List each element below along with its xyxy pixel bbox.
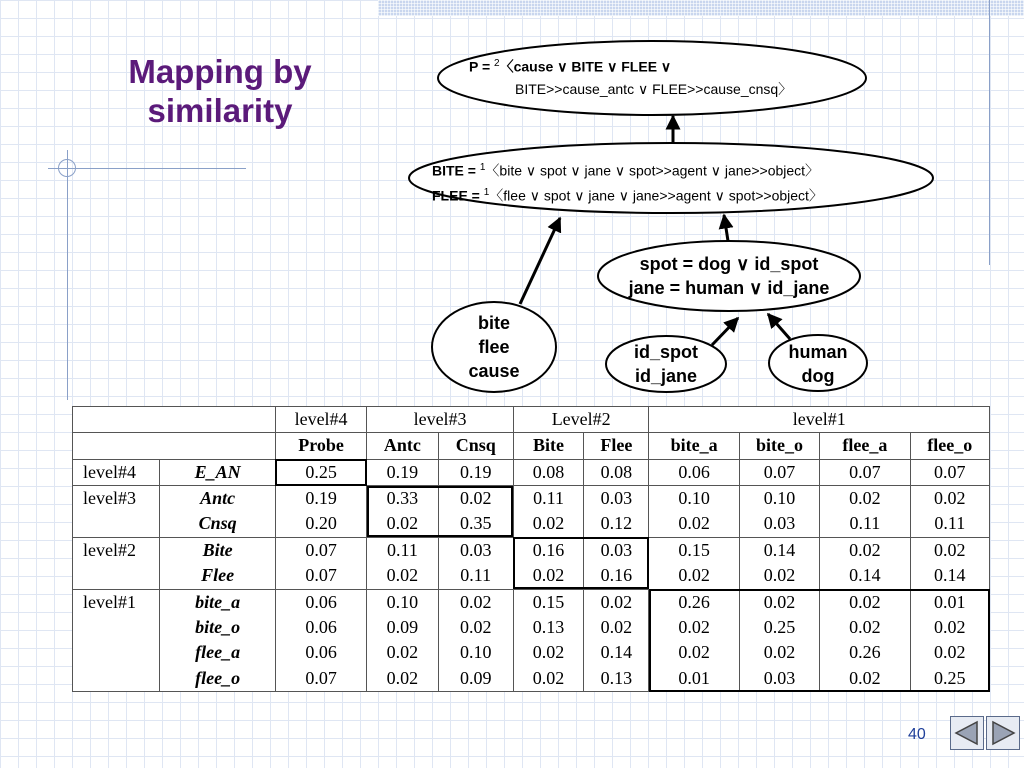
- value-cell: 0.02: [649, 563, 739, 589]
- bite-body: 〈bite ∨ spot ∨ jane ∨ spot>>agent ∨ jane>>object〉: [485, 162, 820, 179]
- value-cell: 0.02: [367, 666, 438, 692]
- value-cell: 0.03: [584, 537, 649, 563]
- value-cell: 0.02: [367, 511, 438, 537]
- value-cell: 0.11: [438, 563, 513, 589]
- value-cell: 0.02: [910, 486, 989, 512]
- value-cell: 0.26: [820, 640, 910, 665]
- arrow-spot-jane-to-bite-flee: [724, 215, 728, 241]
- col-header: flee_o: [910, 433, 989, 459]
- row-level-label: [73, 666, 160, 692]
- value-cell: 0.09: [367, 615, 438, 640]
- value-cell: 0.11: [910, 511, 989, 537]
- table-row: [73, 511, 990, 537]
- value-cell: 0.33: [367, 486, 438, 512]
- value-cell: 0.10: [438, 640, 513, 665]
- p-node-body: 〈cause ∨ BITE ∨ FLEE ∨: [499, 58, 672, 75]
- p-node-line-2: BITE>>cause_antc ∨ FLEE>>cause_cnsq〉: [515, 80, 793, 97]
- flee-body: 〈flee ∨ spot ∨ jane ∨ jane>>agent ∨ spot>>object〉: [489, 187, 823, 204]
- dog-label: dog: [801, 366, 835, 386]
- col-header: Probe: [275, 433, 366, 459]
- row-label: Flee: [160, 563, 276, 589]
- value-cell: 0.06: [275, 615, 366, 640]
- col-header: Flee: [584, 433, 649, 459]
- arrow-human-dog-to-spot-jane: [768, 314, 790, 339]
- spot-jane-node-text: [600, 252, 858, 300]
- title-line-2: similarity: [147, 92, 293, 129]
- highlight-box: [275, 459, 366, 485]
- id-spot: id_spot: [633, 342, 698, 362]
- value-cell: 0.01: [910, 589, 989, 615]
- row-label: Antc: [160, 486, 276, 512]
- corner-cell: [73, 407, 276, 433]
- level4-header: level#4: [275, 407, 366, 433]
- col-header: Antc: [367, 433, 438, 459]
- flee-formula-line: [432, 182, 823, 207]
- value-cell: 0.15: [649, 537, 739, 563]
- bite-prefix: BITE =: [432, 162, 480, 179]
- value-cell: 0.07: [739, 459, 819, 485]
- prev-arrow-icon: [951, 717, 983, 749]
- value-cell: 0.02: [820, 666, 910, 692]
- row-label: flee_a: [160, 640, 276, 665]
- table-row: [73, 459, 990, 485]
- id-node-text: [614, 340, 718, 388]
- arrow-primitives-to-bite-flee: [520, 218, 560, 304]
- value-cell: 0.02: [649, 615, 739, 640]
- value-cell: 0.02: [513, 666, 583, 692]
- col-header: Cnsq: [438, 433, 513, 459]
- page-number: 40: [908, 726, 926, 743]
- col-header: flee_a: [820, 433, 910, 459]
- row-level-label: level#2: [73, 537, 160, 563]
- highlight-box: [649, 589, 990, 691]
- human-label: human: [788, 342, 848, 362]
- value-cell: 0.11: [513, 486, 583, 512]
- corner-cell-2: [73, 433, 276, 459]
- value-cell: 0.02: [513, 511, 583, 537]
- level-header-row: [73, 407, 990, 433]
- human-dog-node-text: [778, 340, 858, 388]
- value-cell: 0.13: [513, 615, 583, 640]
- value-cell: 0.16: [584, 563, 649, 589]
- value-cell: 0.03: [739, 666, 819, 692]
- value-cell: 0.02: [513, 563, 583, 589]
- level2-header: Level#2: [513, 407, 649, 433]
- primitive-node-text: [444, 311, 544, 383]
- value-cell: 0.14: [910, 563, 989, 589]
- value-cell: 0.02: [820, 589, 910, 615]
- value-cell: 0.35: [438, 511, 513, 537]
- value-cell: 0.10: [739, 486, 819, 512]
- value-cell: 0.25: [910, 666, 989, 692]
- title-line-1: Mapping by: [128, 53, 312, 90]
- value-cell: 0.19: [275, 486, 366, 512]
- col-header: bite_a: [649, 433, 739, 459]
- bite-formula-line: [432, 157, 823, 182]
- value-cell: 0.02: [584, 589, 649, 615]
- value-cell: 0.03: [584, 486, 649, 512]
- p-node-line-1: [469, 53, 792, 78]
- value-cell: 0.10: [649, 486, 739, 512]
- value-cell: 0.16: [513, 537, 583, 563]
- value-cell: 0.02: [367, 563, 438, 589]
- next-slide-button[interactable]: [986, 716, 1020, 750]
- value-cell: 0.19: [367, 459, 438, 485]
- value-cell: 0.10: [367, 589, 438, 615]
- flee-prefix: FLEE =: [432, 187, 484, 204]
- value-cell: 0.11: [367, 537, 438, 563]
- value-cell: 0.14: [584, 640, 649, 665]
- spot-line: spot = dog ∨ id_spot: [639, 254, 819, 274]
- value-cell: 0.02: [513, 640, 583, 665]
- value-cell: 0.14: [820, 563, 910, 589]
- value-cell: 0.26: [649, 589, 739, 615]
- value-cell: 0.13: [584, 666, 649, 692]
- id-jane: id_jane: [634, 366, 698, 386]
- value-cell: 0.11: [820, 511, 910, 537]
- row-label: Cnsq: [160, 511, 276, 537]
- value-cell: 0.03: [739, 511, 819, 537]
- row-level-label: [73, 615, 160, 640]
- value-cell: 0.02: [910, 537, 989, 563]
- value-cell: 0.06: [275, 589, 366, 615]
- value-cell: 0.02: [910, 640, 989, 665]
- value-cell: 0.15: [513, 589, 583, 615]
- value-cell: 0.01: [649, 666, 739, 692]
- value-cell: 0.02: [739, 589, 819, 615]
- row-level-label: level#4: [73, 459, 160, 485]
- primitive-flee: flee: [478, 337, 510, 357]
- value-cell: 0.12: [584, 511, 649, 537]
- value-cell: 0.07: [275, 666, 366, 692]
- bite-flee-node-formula: [432, 157, 823, 206]
- value-cell: 0.07: [910, 459, 989, 485]
- row-level-label: [73, 640, 160, 665]
- level3-header: level#3: [367, 407, 514, 433]
- value-cell: 0.06: [275, 640, 366, 665]
- value-cell: 0.02: [649, 640, 739, 665]
- row-label: flee_o: [160, 666, 276, 692]
- value-cell: 0.02: [438, 589, 513, 615]
- value-cell: 0.09: [438, 666, 513, 692]
- column-header-row: [73, 433, 990, 459]
- value-cell: 0.02: [739, 563, 819, 589]
- value-cell: 0.06: [649, 459, 739, 485]
- value-cell: 0.02: [584, 615, 649, 640]
- value-cell: 0.08: [513, 459, 583, 485]
- row-level-label: level#3: [73, 486, 160, 512]
- jane-line: jane = human ∨ id_jane: [628, 278, 830, 298]
- row-label: bite_a: [160, 589, 276, 615]
- value-cell: 0.19: [438, 459, 513, 485]
- primitive-cause: cause: [468, 361, 520, 381]
- primitive-bite: bite: [477, 313, 510, 333]
- value-cell: 0.02: [739, 640, 819, 665]
- highlight-box: [367, 486, 514, 538]
- value-cell: 0.25: [275, 459, 366, 485]
- col-header: Bite: [513, 433, 583, 459]
- level1-header: level#1: [649, 407, 990, 433]
- row-label: E_AN: [160, 459, 276, 485]
- p-node-sup: 2: [494, 58, 500, 69]
- row-level-label: [73, 563, 160, 589]
- value-cell: 0.07: [275, 563, 366, 589]
- prev-slide-button[interactable]: [950, 716, 984, 750]
- value-cell: 0.02: [438, 486, 513, 512]
- row-level-label: level#1: [73, 589, 160, 615]
- row-label: bite_o: [160, 615, 276, 640]
- value-cell: 0.02: [438, 615, 513, 640]
- col-header: bite_o: [739, 433, 819, 459]
- value-cell: 0.03: [438, 537, 513, 563]
- value-cell: 0.20: [275, 511, 366, 537]
- value-cell: 0.02: [649, 511, 739, 537]
- highlight-box: [513, 537, 649, 589]
- value-cell: 0.08: [584, 459, 649, 485]
- value-cell: 0.14: [739, 537, 819, 563]
- value-cell: 0.02: [820, 537, 910, 563]
- value-cell: 0.07: [820, 459, 910, 485]
- table-row: [73, 486, 990, 512]
- p-node-formula: [469, 53, 792, 100]
- value-cell: 0.02: [820, 486, 910, 512]
- next-arrow-icon: [987, 717, 1019, 749]
- row-label: Bite: [160, 537, 276, 563]
- row-level-label: [73, 511, 160, 537]
- value-cell: 0.02: [820, 615, 910, 640]
- value-cell: 0.02: [910, 615, 989, 640]
- value-cell: 0.02: [367, 640, 438, 665]
- value-cell: 0.25: [739, 615, 819, 640]
- flee-sup: 1: [483, 186, 490, 198]
- bite-sup: 1: [479, 162, 486, 173]
- value-cell: 0.07: [275, 537, 366, 563]
- p-node-prefix: P =: [469, 58, 495, 75]
